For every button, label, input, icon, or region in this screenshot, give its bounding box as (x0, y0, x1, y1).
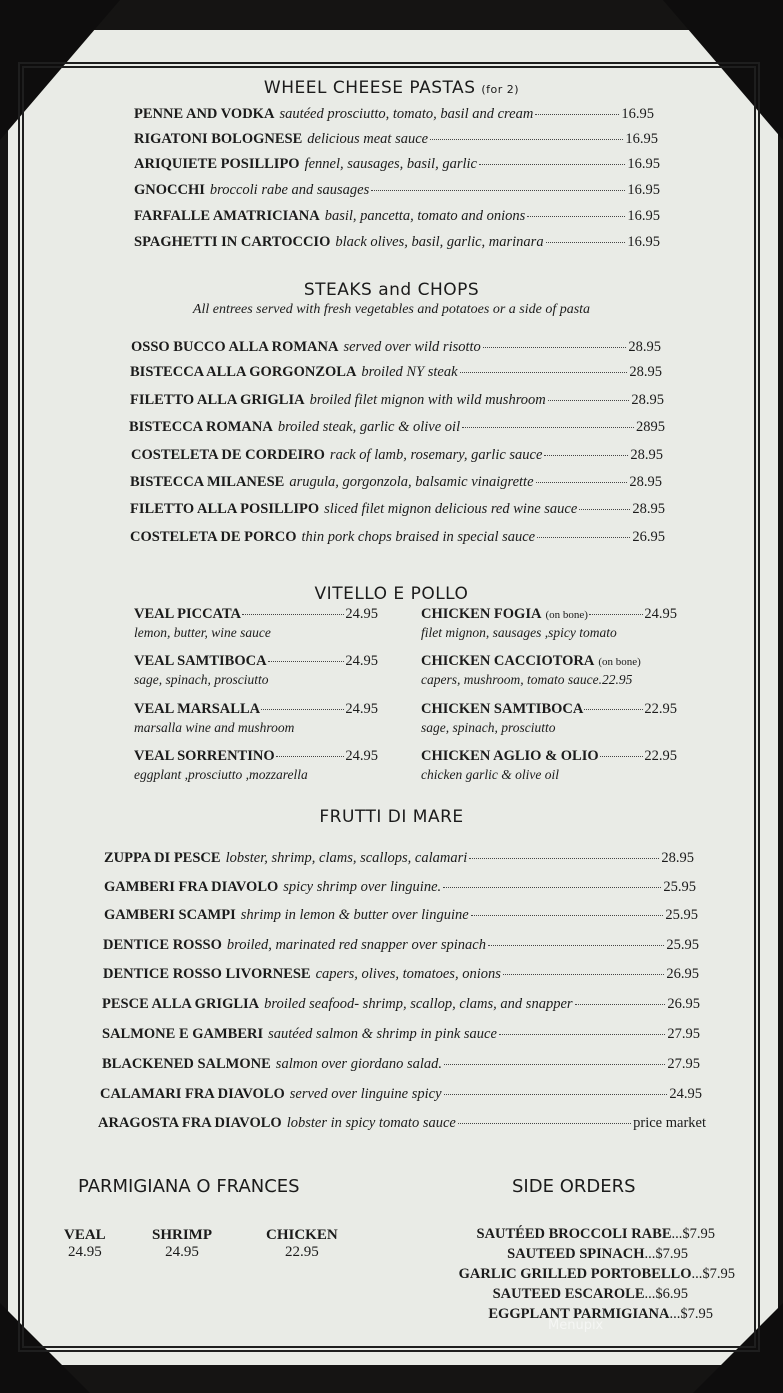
item-price: 22.95 (284, 1244, 319, 1260)
item-price: 24.95 (669, 1086, 702, 1102)
item-name: GNOCCHI (134, 182, 205, 198)
leader-dots (479, 163, 625, 165)
item-name: VEAL PICCATA (134, 606, 242, 622)
steaks-note: All entrees served with fresh vegetables and potatoes or a side of pasta (192, 302, 591, 317)
item-name: CHICKEN (266, 1227, 338, 1243)
menu-item-row (104, 850, 694, 867)
vitello-item-header (421, 653, 677, 670)
item-description: sage, spinach, prosciutto (421, 720, 556, 735)
leader-dots (546, 241, 626, 243)
item-description: served over linguine spicy (289, 1086, 442, 1102)
leader-dots (268, 660, 345, 662)
item-name: DENTICE ROSSO LIVORNESE (103, 966, 311, 982)
item-price: 28.95 (629, 364, 662, 380)
leader-dots (589, 613, 643, 615)
leader-dots (444, 1093, 668, 1095)
item-description: eggplant ,prosciutto ,mozzarella (134, 767, 308, 782)
item-name: BISTECCA ALLA GORGONZOLA (130, 364, 357, 380)
leader-dots (443, 886, 661, 888)
item-description: black olives, basil, garlic, marinara (335, 234, 544, 250)
vitello-item-header (134, 653, 378, 670)
item-price: 28.95 (661, 850, 694, 866)
leader-dots (430, 138, 623, 140)
item-description: capers, mushroom, tomato sauce.22.95 (421, 672, 633, 687)
item-price: 25.95 (665, 907, 698, 923)
item-name: SAUTEED ESCAROLE (492, 1286, 645, 1302)
section-title-parmigiana: PARMIGIANA O FRANCES (78, 1176, 300, 1197)
item-price: price market (633, 1115, 706, 1131)
item-price: 28.95 (628, 339, 661, 355)
leader-dots (471, 914, 664, 916)
menu-item-row (130, 364, 662, 381)
vitello-item (421, 748, 677, 783)
item-description: sautéed salmon & shrimp in pink sauce (268, 1026, 497, 1042)
item-name: CHICKEN FOGIA (421, 606, 542, 622)
item-price: 24.95 (345, 653, 378, 669)
item-name: SPAGHETTI IN CARTOCCIO (134, 234, 331, 250)
leader-dots (444, 1063, 665, 1065)
item-description: filet mignon, sausages ,spicy tomato (421, 625, 617, 640)
item-name: PESCE ALLA GRIGLIA (102, 996, 260, 1012)
item-description: lobster in spicy tomato sauce (286, 1115, 456, 1131)
item-price: 16.95 (621, 106, 654, 122)
pastas-title: WHEEL CHEESE PASTAS (263, 78, 476, 98)
item-price: 26.95 (666, 966, 699, 982)
item-description: broiled NY steak (361, 364, 458, 380)
section-title-steaks: STEAKS and CHOPS (303, 280, 480, 300)
menu-item-row (130, 392, 664, 409)
item-description: fennel, sausages, basil, garlic (304, 156, 477, 172)
leader-dots (242, 613, 344, 615)
item-name: EGGPLANT PARMIGIANA (488, 1306, 670, 1322)
menu-item-row (134, 131, 658, 148)
item-description: sautéed prosciutto, tomato, basil and cream (279, 106, 534, 122)
menu-item-row (130, 474, 662, 491)
item-price: $7.95 (680, 1306, 713, 1322)
item-name: CHICKEN SAMTIBOCA (421, 701, 584, 717)
leader-dots (261, 708, 344, 710)
item-note: (on bone) (598, 656, 641, 668)
item-price: $7.95 (655, 1246, 688, 1262)
parmigiana-item (266, 1227, 338, 1261)
item-price: 16.95 (627, 234, 660, 250)
leader-dots (527, 215, 625, 217)
item-name: FILETTO ALLA POSILLIPO (130, 501, 320, 517)
item-description: sage, spinach, prosciutto (134, 672, 269, 687)
menu-item-row (134, 156, 660, 173)
item-price: 16.95 (627, 208, 660, 224)
item-price: 27.95 (667, 1056, 700, 1072)
item-name: COSTELETA DE PORCO (130, 529, 297, 545)
vitello-item (134, 701, 378, 736)
item-name: BISTECCA ROMANA (129, 419, 273, 435)
item-description: thin pork chops braised in special sauce (301, 529, 536, 545)
leader-dots (371, 189, 625, 191)
item-name: FILETTO ALLA GRIGLIA (130, 392, 305, 408)
item-description: spicy shrimp over linguine. (283, 879, 442, 895)
menu-item-row (102, 996, 700, 1013)
menu-item-row (100, 1086, 702, 1103)
item-description: broiled filet mignon with wild mushroom (309, 392, 546, 408)
item-description: lemon, butter, wine sauce (134, 625, 271, 640)
item-description: broiled steak, garlic & olive oil (277, 419, 461, 435)
item-description: arugula, gorgonzola, balsamic vinaigrette (289, 474, 534, 490)
item-description: broccoli rabe and sausages (209, 182, 370, 198)
leader-dots (488, 944, 664, 946)
menu-item-row (129, 419, 665, 436)
leader-dots (469, 857, 659, 859)
item-name: CALAMARI FRA DIAVOLO (100, 1086, 285, 1102)
vitello-item (134, 606, 378, 641)
item-name: DENTICE ROSSO (103, 937, 222, 953)
menu-item-row (104, 879, 696, 896)
side-order-item (459, 1266, 735, 1283)
menu-item-row (103, 966, 699, 983)
item-price: 28.95 (632, 501, 665, 517)
side-order-item (477, 1226, 716, 1243)
item-price: 16.95 (627, 182, 660, 198)
item-name: GARLIC GRILLED PORTOBELLO (458, 1266, 692, 1282)
leader-dots (575, 1003, 666, 1005)
leader-dots (548, 399, 630, 401)
leader-dots: ... (644, 1246, 656, 1262)
item-price: 24.95 (345, 701, 378, 717)
item-description: basil, pancetta, tomato and onions (324, 208, 526, 224)
vitello-item (421, 701, 677, 736)
leader-dots (276, 755, 345, 757)
item-name: ARIQUIETE POSILLIPO (134, 156, 300, 172)
vitello-item (421, 653, 677, 688)
item-description: served over wild risotto (343, 339, 481, 355)
item-price: $7.95 (682, 1226, 715, 1242)
item-description: sliced filet mignon delicious red wine sauce (324, 501, 578, 517)
menu-item-row (104, 907, 698, 924)
item-note: (on bone) (545, 609, 588, 621)
item-name: BLACKENED SALMONE (102, 1056, 271, 1072)
vitello-item-header (134, 606, 378, 623)
menu-item-row (134, 208, 660, 225)
leader-dots (537, 536, 630, 538)
item-name: PENNE AND VODKA (134, 106, 275, 122)
side-order-item (507, 1246, 688, 1263)
item-description: marsalla wine and mushroom (134, 720, 295, 735)
item-description: rack of lamb, rosemary, garlic sauce (329, 447, 543, 463)
item-name: VEAL MARSALLA (134, 701, 261, 717)
leader-dots (483, 346, 627, 348)
menu-item-row (103, 937, 699, 954)
watermark-logo: Menupix (548, 1318, 604, 1333)
leader-dots (499, 1033, 665, 1035)
parmigiana-item (152, 1227, 212, 1261)
menu-item-row (102, 1026, 700, 1043)
item-price: 25.95 (666, 937, 699, 953)
vitello-item (421, 606, 677, 641)
item-description: lobster, shrimp, clams, scallops, calamari (225, 850, 468, 866)
item-name: VEAL (64, 1227, 106, 1243)
vitello-item-header (421, 748, 677, 765)
item-name: ARAGOSTA FRA DIAVOLO (98, 1115, 282, 1131)
item-price: 22.95 (644, 748, 677, 764)
leader-dots: ... (691, 1266, 703, 1282)
section-title-sides: SIDE ORDERS (512, 1176, 636, 1197)
menu-item-row (134, 106, 654, 123)
item-name: GAMBERI FRA DIAVOLO (104, 879, 279, 895)
menu-item-row (102, 1056, 700, 1073)
vitello-item-header (134, 701, 378, 718)
item-price: $6.95 (655, 1286, 688, 1302)
item-name: FARFALLE AMATRICIANA (134, 208, 320, 224)
leader-dots (458, 1122, 631, 1124)
item-price: 24.95 (644, 606, 677, 622)
leader-dots (462, 426, 634, 428)
item-description: capers, olives, tomatoes, onions (315, 966, 501, 982)
item-price: $7.95 (702, 1266, 735, 1282)
item-price: 28.95 (630, 447, 663, 463)
item-name: COSTELETA DE CORDEIRO (131, 447, 325, 463)
item-price: 26.95 (632, 529, 665, 545)
leader-dots (536, 481, 628, 483)
item-price: 2895 (636, 419, 665, 435)
menu-item-row (131, 447, 663, 464)
vitello-item-header (421, 606, 677, 623)
vitello-item (134, 653, 378, 688)
item-description: broiled seafood- shrimp, scallop, clams, and snapper (264, 996, 573, 1012)
item-price: 16.95 (627, 156, 660, 172)
item-name: ZUPPA DI PESCE (104, 850, 221, 866)
item-price: 22.95 (644, 701, 677, 717)
item-description: salmon over giordano salad. (275, 1056, 443, 1072)
leader-dots (535, 113, 619, 115)
menu-item-row (134, 234, 660, 251)
side-order-item (493, 1286, 688, 1303)
menu-item-row (134, 182, 660, 199)
menu-item-row (130, 501, 665, 518)
item-description: chicken garlic & olive oil (421, 767, 559, 782)
leader-dots: ... (644, 1286, 656, 1302)
item-description: delicious meat sauce (307, 131, 429, 147)
vitello-item-header (421, 701, 677, 718)
leader-dots (460, 371, 628, 373)
leader-dots (584, 708, 643, 710)
item-price: 24.95 (165, 1244, 199, 1260)
item-price: 28.95 (629, 474, 662, 490)
item-name: SALMONE E GAMBERI (102, 1026, 264, 1042)
item-description: shrimp in lemon & butter over linguine (240, 907, 469, 923)
leader-dots (579, 508, 630, 510)
item-name: OSSO BUCCO ALLA ROMANA (131, 339, 339, 355)
section-title-frutti: FRUTTI DI MARE (319, 807, 464, 827)
item-name: VEAL SORRENTINO (134, 748, 275, 764)
leader-dots: ... (671, 1226, 683, 1242)
item-price: 24.95 (67, 1244, 102, 1260)
item-price: 24.95 (345, 748, 378, 764)
item-name: CHICKEN AGLIO & OLIO (421, 748, 599, 764)
item-name: BISTECCA MILANESE (130, 474, 285, 490)
leader-dots: ... (669, 1306, 681, 1322)
menu-item-row (98, 1115, 706, 1132)
item-name: CHICKEN CACCIOTORA (421, 653, 595, 669)
vitello-item (134, 748, 378, 783)
leader-dots (544, 454, 628, 456)
item-price: 27.95 (667, 1026, 700, 1042)
item-name: VEAL SAMTIBOCA (134, 653, 267, 669)
menu-item-row (131, 339, 661, 356)
item-name: SAUTEED SPINACH (507, 1246, 645, 1262)
item-name: GAMBERI SCAMPI (104, 907, 236, 923)
leader-dots (503, 973, 665, 975)
item-name: RIGATONI BOLOGNESE (134, 131, 303, 147)
vitello-item-header (134, 748, 378, 765)
parmigiana-item (64, 1227, 106, 1261)
item-price: 25.95 (663, 879, 696, 895)
item-price: 28.95 (631, 392, 664, 408)
menu-item-row (130, 529, 665, 546)
item-name: SAUTÉED BROCCOLI RABE (476, 1226, 672, 1242)
section-title-pastas (0, 78, 783, 98)
pastas-title-note: (for 2) (481, 83, 520, 96)
item-description: broiled, marinated red snapper over spinach (226, 937, 486, 953)
leader-dots (600, 755, 644, 757)
section-title-vitello: VITELLO E POLLO (314, 584, 469, 604)
item-price: 24.95 (345, 606, 378, 622)
item-price: 16.95 (625, 131, 658, 147)
item-name: SHRIMP (152, 1227, 212, 1243)
item-price: 26.95 (667, 996, 700, 1012)
